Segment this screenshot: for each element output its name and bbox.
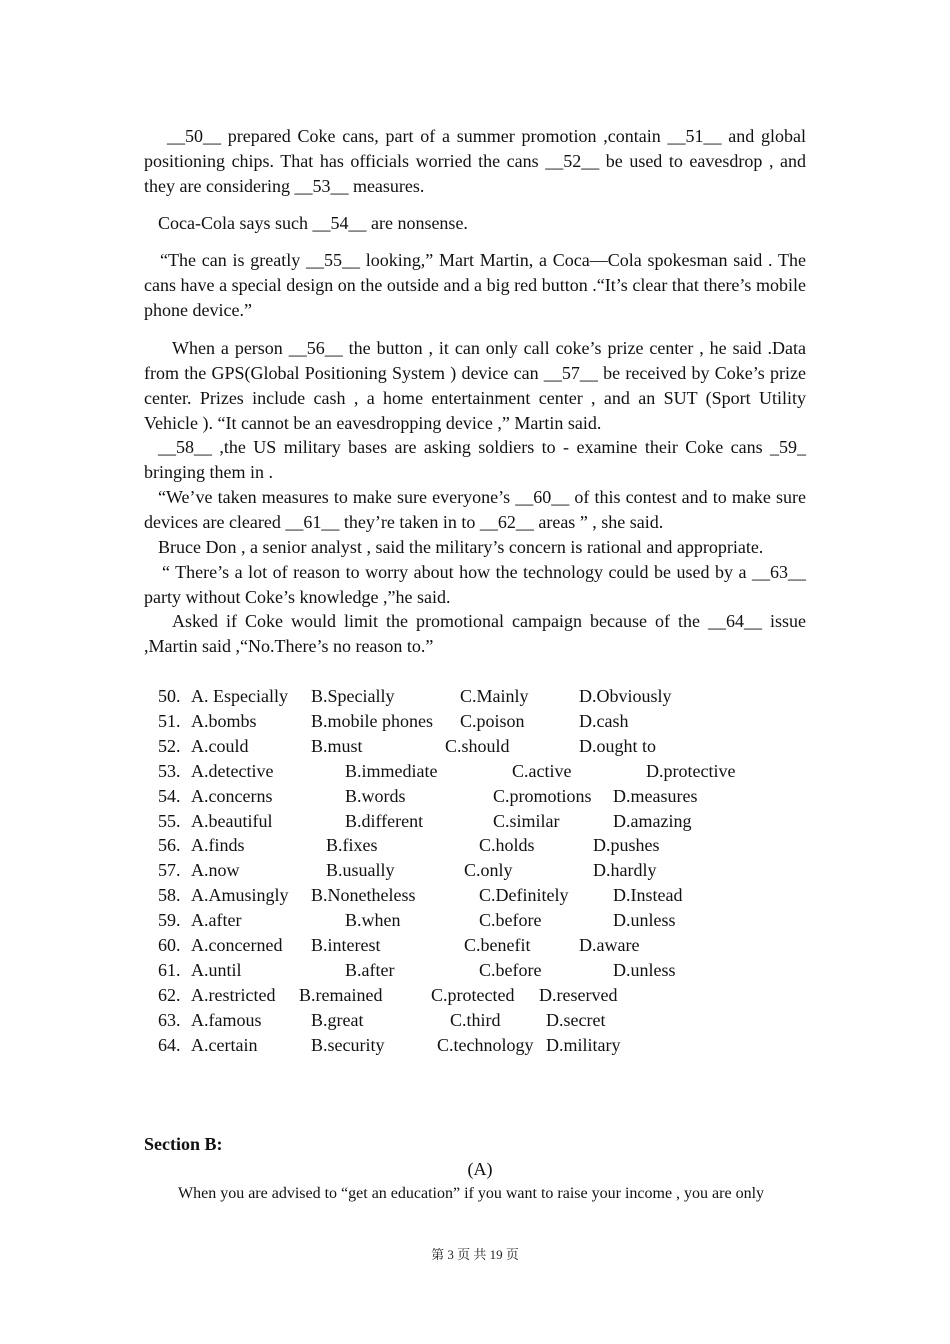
option-a: A. Especially	[191, 686, 288, 706]
passage-paragraph-5	[144, 435, 806, 485]
option-b: B.Specially	[311, 686, 395, 706]
option-a: A.concerned	[191, 935, 283, 955]
section-b-passage-label: (A)	[467, 1159, 493, 1179]
option-a: A.could	[191, 735, 249, 756]
question-number: 61.	[158, 959, 181, 980]
question-row	[0, 734, 950, 759]
option-a: A.bombs	[191, 710, 257, 731]
question-number: 60.	[158, 935, 181, 955]
option-a: A.beautiful	[191, 810, 273, 831]
option-b: B.words	[345, 785, 406, 806]
question-number: 58.	[158, 885, 181, 906]
option-d: D.cash	[579, 710, 629, 731]
question-row	[0, 759, 950, 784]
option-d: D.secret	[546, 1009, 606, 1030]
option-c: C.benefit	[464, 935, 531, 955]
option-a: A.concerns	[191, 785, 273, 806]
option-d: D.Obviously	[579, 686, 672, 706]
passage-text-4: When a person __56__ the button , it can only call coke’s prize center , he said .Data from the GPS(Global Positioning System ) device can __57__ be received by Coke’s prize center. Prizes include cash , a home entertainment center , and an SUT (Sport Utility Vehicle ). “It cannot be an eavesdropping device ,” Martin said.	[144, 338, 806, 433]
option-c: C.before	[479, 959, 542, 980]
question-number: 54.	[158, 785, 181, 806]
question-number: 56.	[158, 835, 181, 856]
question-row	[0, 833, 950, 858]
option-d: D.ought to	[579, 735, 657, 756]
passage-text-6: “We’ve taken measures to make sure everyone’s __60__ of this contest and to make sure devices are cleared __61__ they’re taken in to __62__ areas ” , she said.	[144, 487, 806, 532]
option-d: D.pushes	[593, 835, 660, 856]
option-b: B.great	[311, 1009, 364, 1030]
question-row	[0, 1008, 950, 1033]
question-number: 55.	[158, 810, 181, 831]
page-number-footer: 第 3 页 共 19 页	[431, 1247, 519, 1262]
passage-text-1: __50__ prepared Coke cans, part of a summer promotion ,contain __51__ and global positioning chips. That has officials worried the cans __52__ be used to eavesdrop , and they are considering __53__ measures.	[144, 126, 806, 196]
question-number: 50.	[158, 686, 181, 706]
question-number: 53.	[158, 760, 181, 781]
option-c: C.should	[445, 735, 510, 756]
option-c: C.third	[450, 1009, 501, 1030]
option-d: D.protective	[646, 760, 736, 781]
option-a: A.detective	[191, 760, 274, 781]
option-d: D.military	[546, 1034, 621, 1055]
option-d: D.hardly	[593, 860, 657, 881]
passage-paragraph-8	[144, 560, 806, 610]
question-row	[0, 958, 950, 983]
passage-paragraph-1	[144, 124, 806, 199]
option-a: A.finds	[191, 835, 245, 856]
option-b: B.different	[345, 810, 424, 831]
question-row	[0, 1033, 950, 1058]
option-c: C.before	[479, 910, 542, 931]
option-a: A.until	[191, 959, 242, 980]
question-row	[0, 983, 950, 1008]
option-b: B.security	[311, 1034, 385, 1055]
option-d: D.aware	[579, 935, 640, 955]
passage-text-8: “ There’s a lot of reason to worry about how the technology could be used by a __63__ party without Coke’s knowledge ,”he said.	[144, 562, 806, 607]
option-c: C.similar	[493, 810, 560, 831]
option-c: C.protected	[431, 984, 515, 1005]
option-a: A.Amusingly	[191, 885, 289, 906]
passage-text-7: Bruce Don , a senior analyst , said the military’s concern is rational and appropriate.	[158, 537, 764, 557]
option-a: A.after	[191, 910, 242, 931]
option-c: C.Mainly	[460, 686, 529, 706]
option-a: A.restricted	[191, 984, 276, 1005]
option-b: B.immediate	[345, 760, 438, 781]
question-number: 57.	[158, 860, 181, 881]
option-d: D.unless	[613, 959, 676, 980]
passage-paragraph-3	[144, 248, 806, 323]
passage-paragraph-7	[144, 535, 806, 560]
question-row	[0, 908, 950, 933]
question-number: 59.	[158, 910, 181, 931]
option-c: C.poison	[460, 710, 525, 731]
option-c: C.holds	[479, 835, 535, 856]
passage-paragraph-6	[144, 485, 806, 535]
question-row	[0, 684, 950, 709]
question-number: 62.	[158, 984, 181, 1005]
option-a: A.famous	[191, 1009, 262, 1030]
question-row	[0, 858, 950, 883]
option-c: C.only	[464, 860, 513, 881]
option-b: B.must	[311, 735, 363, 756]
option-b: B.mobile phones	[311, 710, 433, 731]
question-number: 63.	[158, 1009, 181, 1030]
option-b: B.fixes	[326, 835, 378, 856]
option-a: A.certain	[191, 1034, 258, 1055]
passage-text-3: “The can is greatly __55__ looking,” Mart Martin, a Coca—Cola spokesman said . The cans have a special design on the outside and a big red button .“It’s clear that there’s mobile phone device.”	[144, 250, 806, 320]
passage-text-5: __58__ ,the US military bases are asking soldiers to - examine their Coke cans _59_ bringing them in .	[144, 437, 806, 482]
option-b: B.usually	[326, 860, 395, 881]
option-b: B.after	[345, 959, 395, 980]
question-row	[0, 784, 950, 809]
question-number: 64.	[158, 1034, 181, 1055]
question-row	[0, 933, 950, 958]
option-b: B.when	[345, 910, 401, 931]
passage-paragraph-9	[144, 609, 806, 659]
question-number: 51.	[158, 710, 181, 731]
option-d: D.amazing	[613, 810, 692, 831]
question-number: 52.	[158, 735, 181, 756]
option-d: D.unless	[613, 910, 676, 931]
option-b: B.remained	[299, 984, 383, 1005]
option-d: D.Instead	[613, 885, 683, 906]
section-b-title: Section B:	[144, 1134, 223, 1154]
option-c: C.Definitely	[479, 885, 569, 906]
option-d: D.reserved	[539, 984, 618, 1005]
option-c: C.promotions	[493, 785, 592, 806]
option-b: B.Nonetheless	[311, 885, 416, 906]
passage-paragraph-4	[144, 336, 806, 436]
question-row	[0, 809, 950, 834]
option-b: B.interest	[311, 935, 381, 955]
option-a: A.now	[191, 860, 240, 881]
option-d: D.measures	[613, 785, 698, 806]
option-c: C.technology	[437, 1034, 534, 1055]
section-b-first-line: When you are advised to “get an education” if you want to raise your income , you are only	[178, 1185, 765, 1202]
passage-text-9: Asked if Coke would limit the promotional campaign because of the __64__ issue ,Martin said ,“No.There’s no reason to.”	[144, 611, 806, 656]
passage-paragraph-2	[144, 211, 806, 236]
passage-text-2: Coca-Cola says such __54__ are nonsense.	[158, 213, 468, 233]
question-row	[0, 709, 950, 734]
option-c: C.active	[512, 760, 572, 781]
question-row	[0, 883, 950, 908]
